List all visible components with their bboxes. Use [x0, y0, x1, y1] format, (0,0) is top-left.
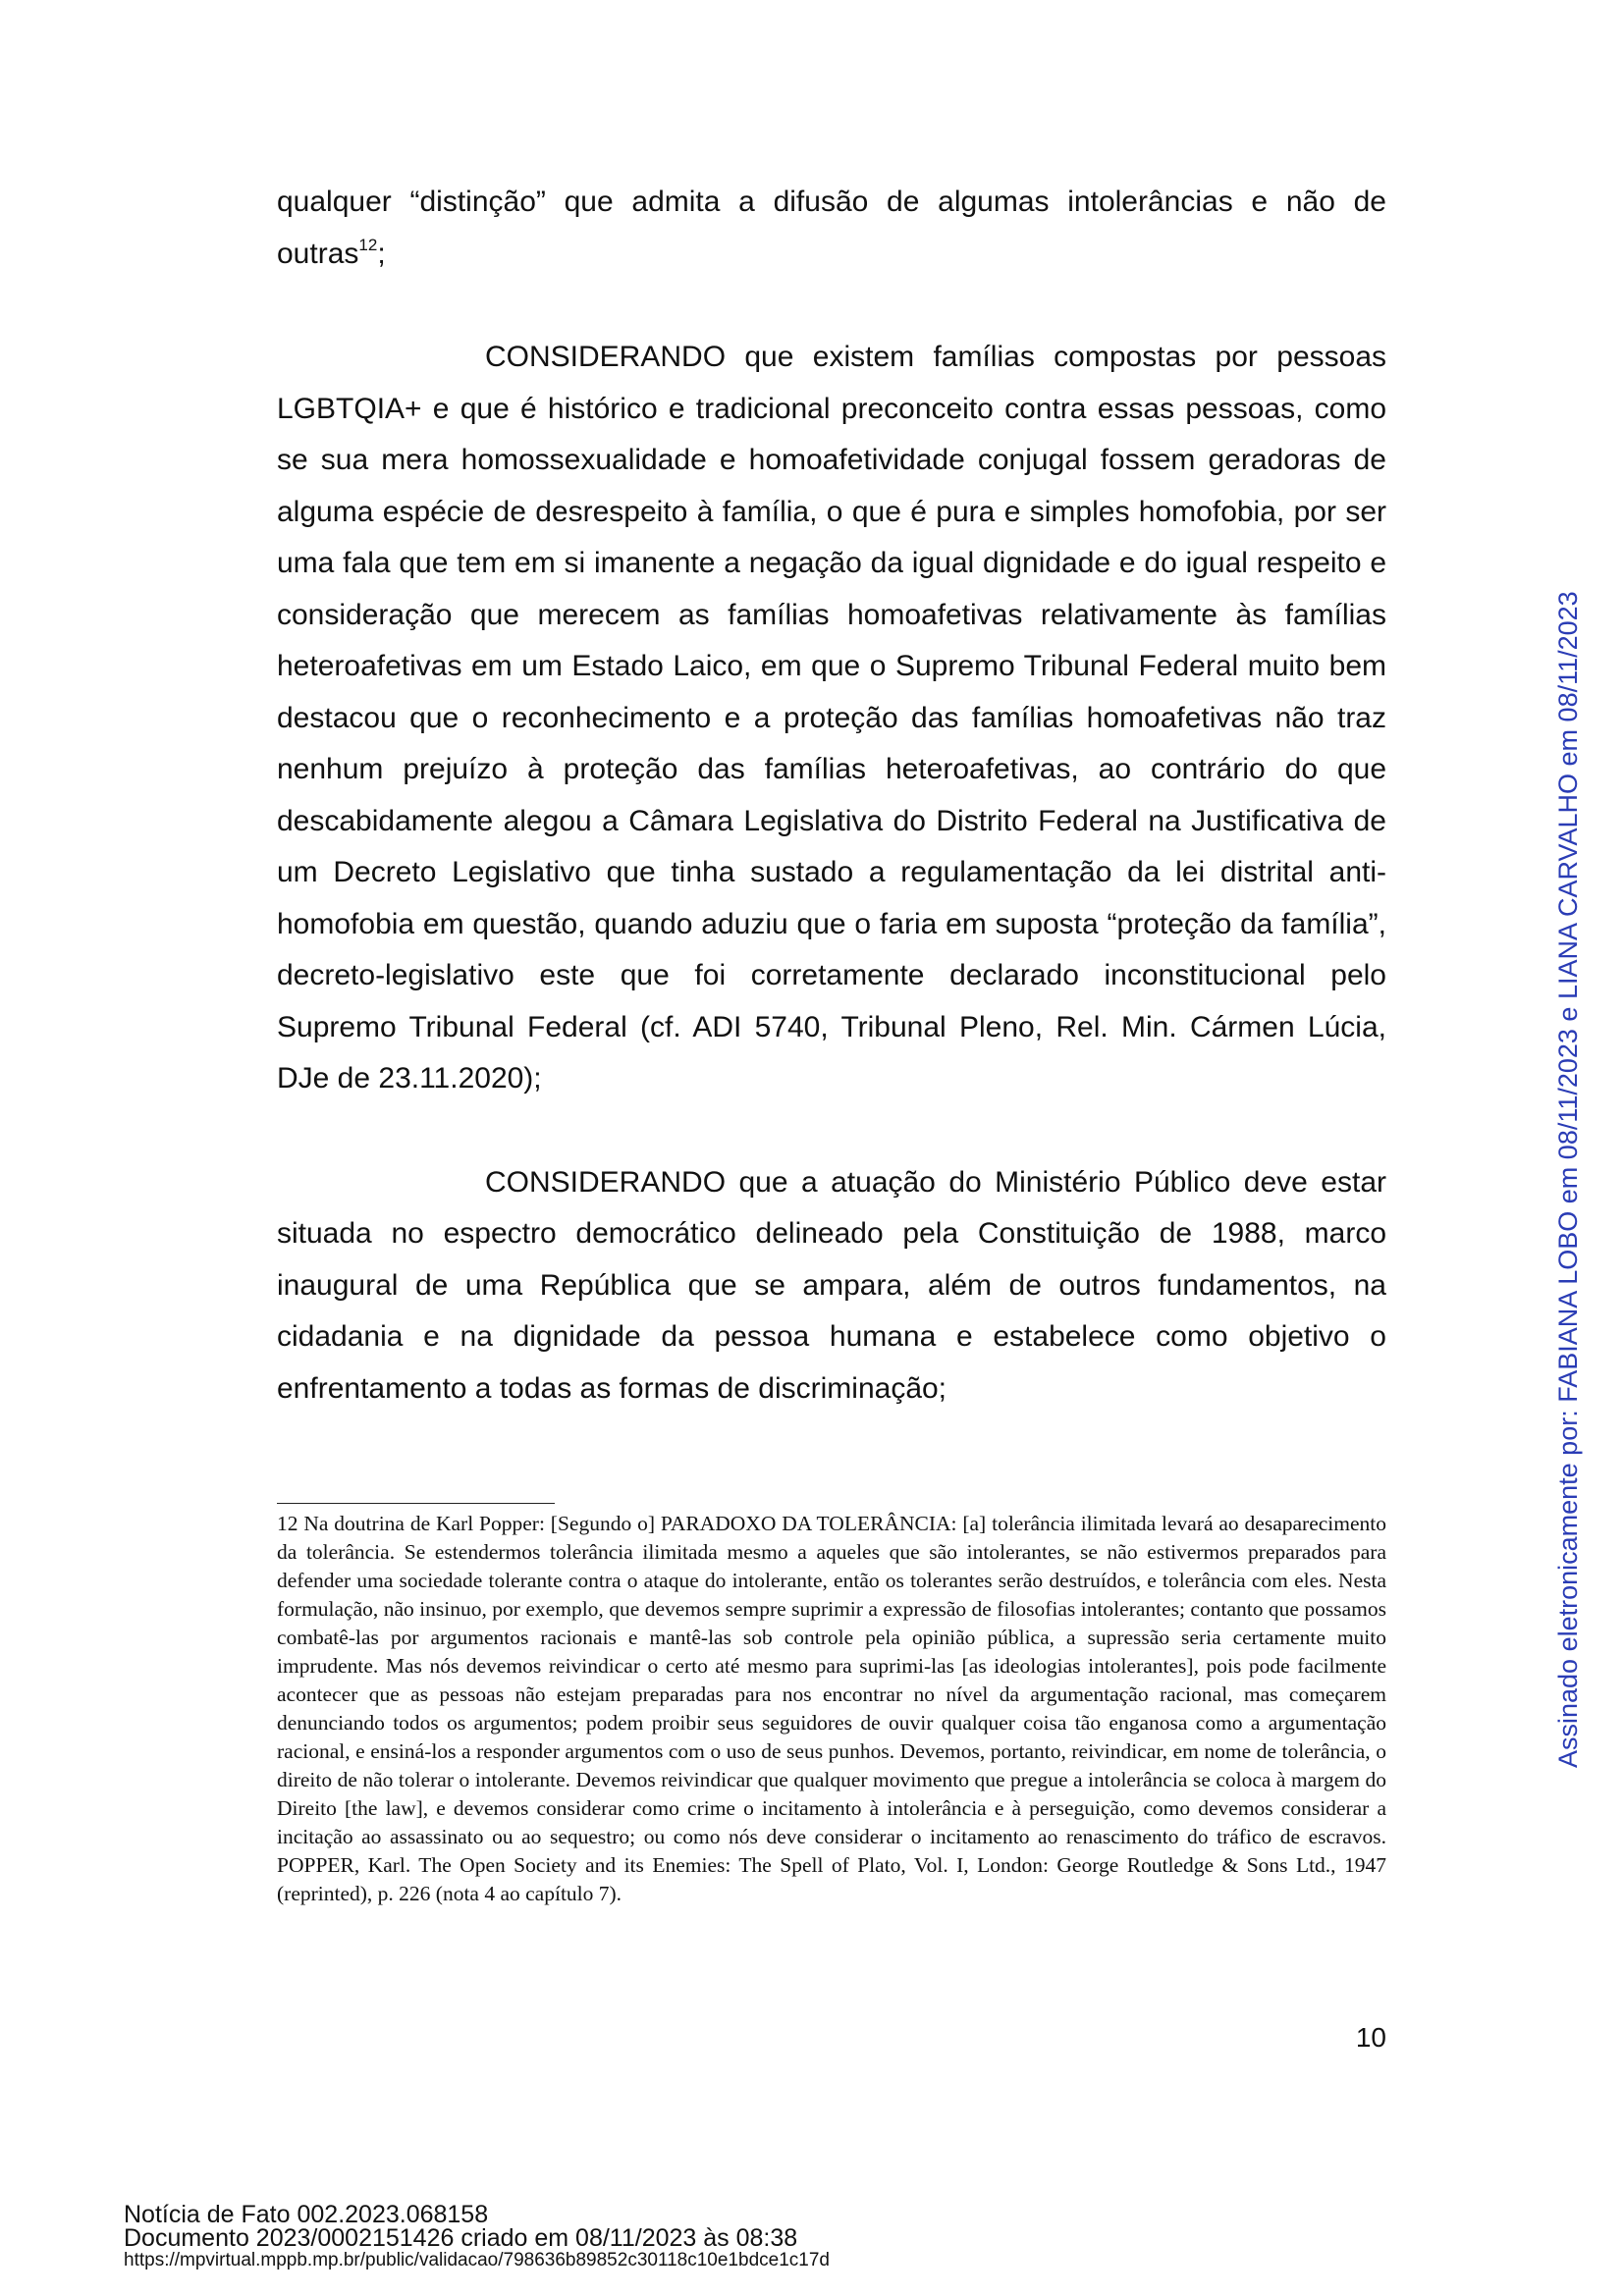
- footnote-separator: [277, 1503, 555, 1504]
- paragraph-considerando-ministerio: CONSIDERANDO que a atuação do Ministério Público deve estar situada no espectro democrático delineado pela Constituição de 1988, marco inaugural de uma República que se ampara, além de outros fundamentos, na cidadania e na dignidade da pessoa humana e estabelece como objetivo o enfrentamento a todas as formas de discriminação;: [277, 1165, 1386, 1405]
- footer-validation-url[interactable]: https://mpvirtual.mppb.mp.br/public/validacao/798636b89852c30118c10e1bdce1c17d: [124, 2250, 830, 2270]
- footnote-12: 12 Na doutrina de Karl Popper: [Segundo o] PARADOXO DA TOLERÂNCIA: [a] tolerância ilimitada levará ao desaparecimento da tolerância. Se estendermos tolerância ilimitada mesmo a aqueles que são intolerantes, se não estivermos preparados para defender uma sociedade tolerante contra o ataque do intolerante, então os tolerantes serão destruídos, e tolerância com eles. Nesta formulação, não insinuo, por exemplo, que devemos sempre suprimir a expressão de filosofias intolerantes; contanto que possamos combatê-las por argumentos racionais e mantê-las sob controle pela opinião pública, a supressão seria certamente muito imprudente. Mas nós devemos reivindicar o certo até mesmo para suprimi-las [as ideologias intolerantes], pois pode facilmente acontecer que as pessoas não estejam preparadas para nos encontrar no nível da argumentação racional, mas começarem denunciando todos os argumentos; podem proibir seus seguidores de ouvir qualquer coisa tão enganosa como a argumentação racional, e ensiná-los a responder argumentos com o uso de seus punhos. Devemos, portanto, reivindicar, em nome de tolerância, o direito de não tolerar o intolerante. Devemos reivindicar que qualquer movimento que pregue a intolerância se coloca à margem do Direito [the law], e devemos considerar como crime o incitamento à intolerância e à perseguição, como devemos considerar a incitação ao assassinato ou ao sequestro; ou como nós deve considerar o incitamento ao renascimento do tráfico de escravos. POPPER, Karl. The Open Society and its Enemies: The Spell of Plato, Vol. I, London: George Routledge & Sons Ltd., 1947 (reprinted), p. 226 (nota 4 ao capítulo 7).: [277, 1512, 1386, 1905]
- document-body: [277, 177, 1386, 1415]
- page-number: 10: [1355, 2022, 1386, 2053]
- paragraph-continuation: [277, 177, 1386, 280]
- electronic-signature-stamp: Assinado eletronicamente por: FABIANA LOBO em 08/11/2023 e LIANA CARVALHO em 08/11/2023: [1553, 591, 1583, 1768]
- document-footer: [124, 2203, 830, 2271]
- footer-case-number: Notícia de Fato 002.2023.068158: [124, 2201, 489, 2228]
- paragraph-considerando-familias: CONSIDERANDO que existem famílias compostas por pessoas LGBTQIA+ e que é histórico e tradicional preconceito contra essas pessoas, como se sua mera homossexualidade e homoafetividade conjugal fossem geradoras de alguma espécie de desrespeito à família, o que é pura e simples homofobia, por ser uma fala que tem em si imanente a negação da igual dignidade e do igual respeito e consideração que merecem as famílias homoafetivas relativamente às famílias heteroafetivas em um Estado Laico, em que o Supremo Tribunal Federal muito bem destacou que o reconhecimento e a proteção das famílias homoafetivas não traz nenhum prejuízo à proteção das famílias heteroafetivas, ao contrário do que descabidamente alegou a Câmara Legislativa do Distrito Federal na Justificativa de um Decreto Legislativo que tinha sustado a regulamentação da lei distrital anti-homofobia em questão, quando aduziu que o faria em suposta “proteção da família”, decreto-legislativo este que foi corretamente declarado inconstitucional pelo Supremo Tribunal Federal (cf. ADI 5740, Tribunal Pleno, Rel. Min. Cármen Lúcia, DJe de 23.11.2020);: [277, 341, 1386, 1095]
- footer-document-id: Documento 2023/0002151426 criado em 08/11/2023 às 08:38: [124, 2224, 798, 2252]
- footnote-reference[interactable]: 12: [358, 235, 378, 254]
- paragraph-end: ;: [377, 237, 386, 270]
- paragraph-text: qualquer “distinção” que admita a difusão de algumas intolerâncias e não de outras: [277, 186, 1386, 270]
